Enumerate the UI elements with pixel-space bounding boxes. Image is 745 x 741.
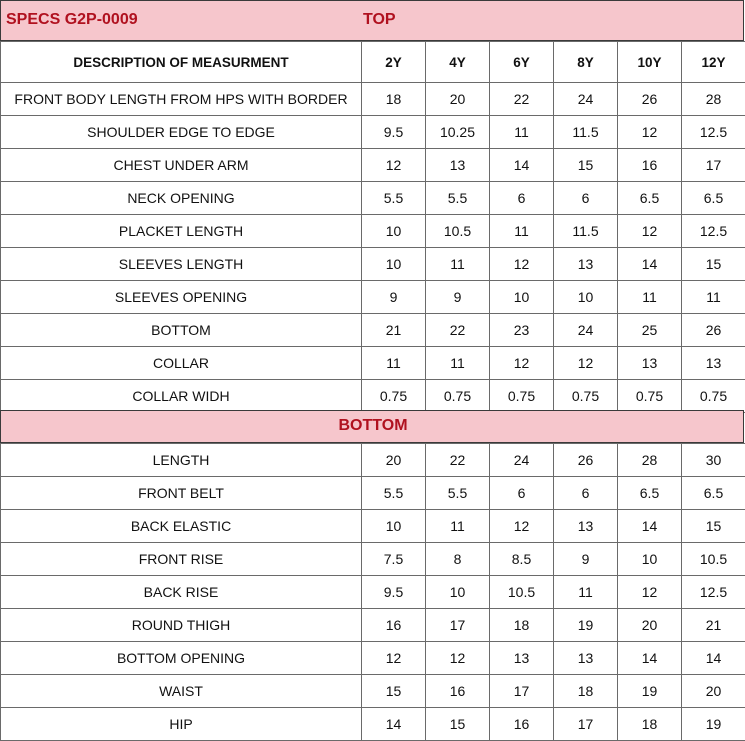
measurement-label: HIP [1,708,362,741]
measurement-value: 10.5 [490,576,554,609]
size-header: 12Y [682,42,745,83]
measurement-value: 23 [490,314,554,347]
measurement-value: 5.5 [362,477,426,510]
measurement-value: 11 [554,576,618,609]
measurement-label: PLACKET LENGTH [1,215,362,248]
measurement-value: 17 [490,675,554,708]
table-row [1,708,745,741]
measurement-value: 10 [362,248,426,281]
table-row [1,182,745,215]
measurement-value: 6.5 [618,477,682,510]
measurement-value: 22 [490,83,554,116]
measurement-label: COLLAR [1,347,362,380]
measurement-value: 0.75 [554,380,618,413]
measurement-value: 18 [362,83,426,116]
measurement-value: 6.5 [682,477,745,510]
table-row [1,347,745,380]
measurement-value: 10 [490,281,554,314]
measurement-label: FRONT BODY LENGTH FROM HPS WITH BORDER [1,83,362,116]
measurement-label: BACK RISE [1,576,362,609]
top-section-banner [0,0,744,41]
measurement-value: 11 [426,510,490,543]
measurement-value: 8 [426,543,490,576]
measurement-value: 20 [618,609,682,642]
measurement-value: 28 [682,83,745,116]
measurement-value: 16 [426,675,490,708]
spec-code: SPECS G2P-0009 [6,11,138,28]
measurement-value: 26 [618,83,682,116]
measurement-value: 16 [362,609,426,642]
measurement-label: CHEST UNDER ARM [1,149,362,182]
table-row [1,642,745,675]
table-row [1,609,745,642]
measurement-value: 6.5 [682,182,745,215]
table-row [1,576,745,609]
measurement-value: 9 [426,281,490,314]
measurement-value: 25 [618,314,682,347]
measurement-value: 10.5 [682,543,745,576]
measurement-value: 11 [490,215,554,248]
measurement-label: SLEEVES LENGTH [1,248,362,281]
table-row [1,83,745,116]
measurement-value: 5.5 [362,182,426,215]
measurement-value: 12 [618,116,682,149]
measurement-value: 12 [362,642,426,675]
measurement-value: 8.5 [490,543,554,576]
measurement-value: 12.5 [682,576,745,609]
measurement-value: 12 [490,347,554,380]
measurement-label: ROUND THIGH [1,609,362,642]
measurement-value: 17 [426,609,490,642]
measurement-value: 0.75 [618,380,682,413]
measurement-value: 6 [490,477,554,510]
measurement-value: 21 [682,609,745,642]
measurement-label: SLEEVES OPENING [1,281,362,314]
table-row [1,116,745,149]
measurement-value: 11 [362,347,426,380]
measurement-value: 10.5 [426,215,490,248]
measurement-value: 20 [362,444,426,477]
measurement-value: 24 [490,444,554,477]
table-row [1,149,745,182]
measurement-label: COLLAR WIDH [1,380,362,413]
top-spec-table [0,41,745,413]
table-row [1,477,745,510]
measurement-value: 10 [362,510,426,543]
measurement-value: 13 [490,642,554,675]
measurement-value: 30 [682,444,745,477]
table-row [1,248,745,281]
measurement-label: BACK ELASTIC [1,510,362,543]
measurement-value: 9 [554,543,618,576]
measurement-value: 14 [618,510,682,543]
measurement-value: 15 [682,248,745,281]
measurement-value: 13 [554,642,618,675]
table-row [1,281,745,314]
measurement-value: 5.5 [426,182,490,215]
measurement-value: 6 [554,477,618,510]
measurement-value: 0.75 [426,380,490,413]
measurement-value: 12 [618,576,682,609]
measurement-value: 14 [490,149,554,182]
measurement-value: 17 [682,149,745,182]
measurement-value: 10 [362,215,426,248]
size-header: 10Y [618,42,682,83]
measurement-value: 18 [554,675,618,708]
measurement-value: 24 [554,314,618,347]
measurement-value: 18 [490,609,554,642]
size-header: 6Y [490,42,554,83]
measurement-value: 0.75 [682,380,745,413]
measurement-label: FRONT RISE [1,543,362,576]
measurement-value: 6 [490,182,554,215]
measurement-value: 0.75 [490,380,554,413]
measurement-value: 14 [682,642,745,675]
bottom-spec-table [0,443,745,741]
measurement-value: 13 [554,248,618,281]
measurement-value: 10.25 [426,116,490,149]
measurement-label: NECK OPENING [1,182,362,215]
measurement-value: 20 [426,83,490,116]
measurement-label: BOTTOM OPENING [1,642,362,675]
description-header: DESCRIPTION OF MEASURMENT [1,42,362,83]
header-row [1,42,745,83]
size-header: 8Y [554,42,618,83]
measurement-value: 12 [490,510,554,543]
measurement-value: 10 [554,281,618,314]
table-row [1,543,745,576]
table-row [1,380,745,413]
bottom-section-banner [0,410,744,443]
measurement-value: 16 [490,708,554,741]
measurement-value: 24 [554,83,618,116]
measurement-value: 28 [618,444,682,477]
table-row [1,215,745,248]
measurement-label: WAIST [1,675,362,708]
measurement-value: 11 [426,347,490,380]
measurement-value: 22 [426,444,490,477]
measurement-value: 15 [426,708,490,741]
measurement-value: 10 [618,543,682,576]
measurement-value: 13 [618,347,682,380]
measurement-value: 18 [618,708,682,741]
measurement-value: 5.5 [426,477,490,510]
table-row [1,510,745,543]
measurement-value: 0.75 [362,380,426,413]
top-section-title: TOP [363,11,396,28]
measurement-value: 7.5 [362,543,426,576]
measurement-value: 20 [682,675,745,708]
table-row [1,444,745,477]
measurement-value: 10 [426,576,490,609]
measurement-value: 9.5 [362,116,426,149]
measurement-value: 15 [362,675,426,708]
measurement-value: 12 [362,149,426,182]
measurement-label: SHOULDER EDGE TO EDGE [1,116,362,149]
measurement-value: 6.5 [618,182,682,215]
measurement-value: 12.5 [682,215,745,248]
measurement-value: 11 [426,248,490,281]
measurement-value: 15 [682,510,745,543]
measurement-value: 14 [618,248,682,281]
measurement-value: 11 [618,281,682,314]
measurement-value: 11 [490,116,554,149]
measurement-value: 14 [362,708,426,741]
measurement-value: 13 [426,149,490,182]
measurement-value: 12 [554,347,618,380]
measurement-value: 12.5 [682,116,745,149]
measurement-value: 19 [682,708,745,741]
measurement-value: 12 [426,642,490,675]
measurement-value: 11.5 [554,116,618,149]
measurement-value: 14 [618,642,682,675]
measurement-value: 12 [490,248,554,281]
size-header: 2Y [362,42,426,83]
measurement-value: 6 [554,182,618,215]
measurement-value: 9.5 [362,576,426,609]
measurement-label: BOTTOM [1,314,362,347]
measurement-value: 13 [682,347,745,380]
measurement-value: 26 [554,444,618,477]
measurement-label: LENGTH [1,444,362,477]
measurement-value: 12 [618,215,682,248]
bottom-section-title: BOTTOM [338,417,408,434]
measurement-value: 13 [554,510,618,543]
measurement-value: 9 [362,281,426,314]
measurement-label: FRONT BELT [1,477,362,510]
measurement-value: 15 [554,149,618,182]
measurement-value: 17 [554,708,618,741]
measurement-value: 11.5 [554,215,618,248]
measurement-value: 16 [618,149,682,182]
measurement-value: 11 [682,281,745,314]
table-row [1,675,745,708]
measurement-value: 19 [554,609,618,642]
measurement-value: 19 [618,675,682,708]
table-row [1,314,745,347]
measurement-value: 26 [682,314,745,347]
size-header: 4Y [426,42,490,83]
measurement-value: 21 [362,314,426,347]
measurement-value: 22 [426,314,490,347]
